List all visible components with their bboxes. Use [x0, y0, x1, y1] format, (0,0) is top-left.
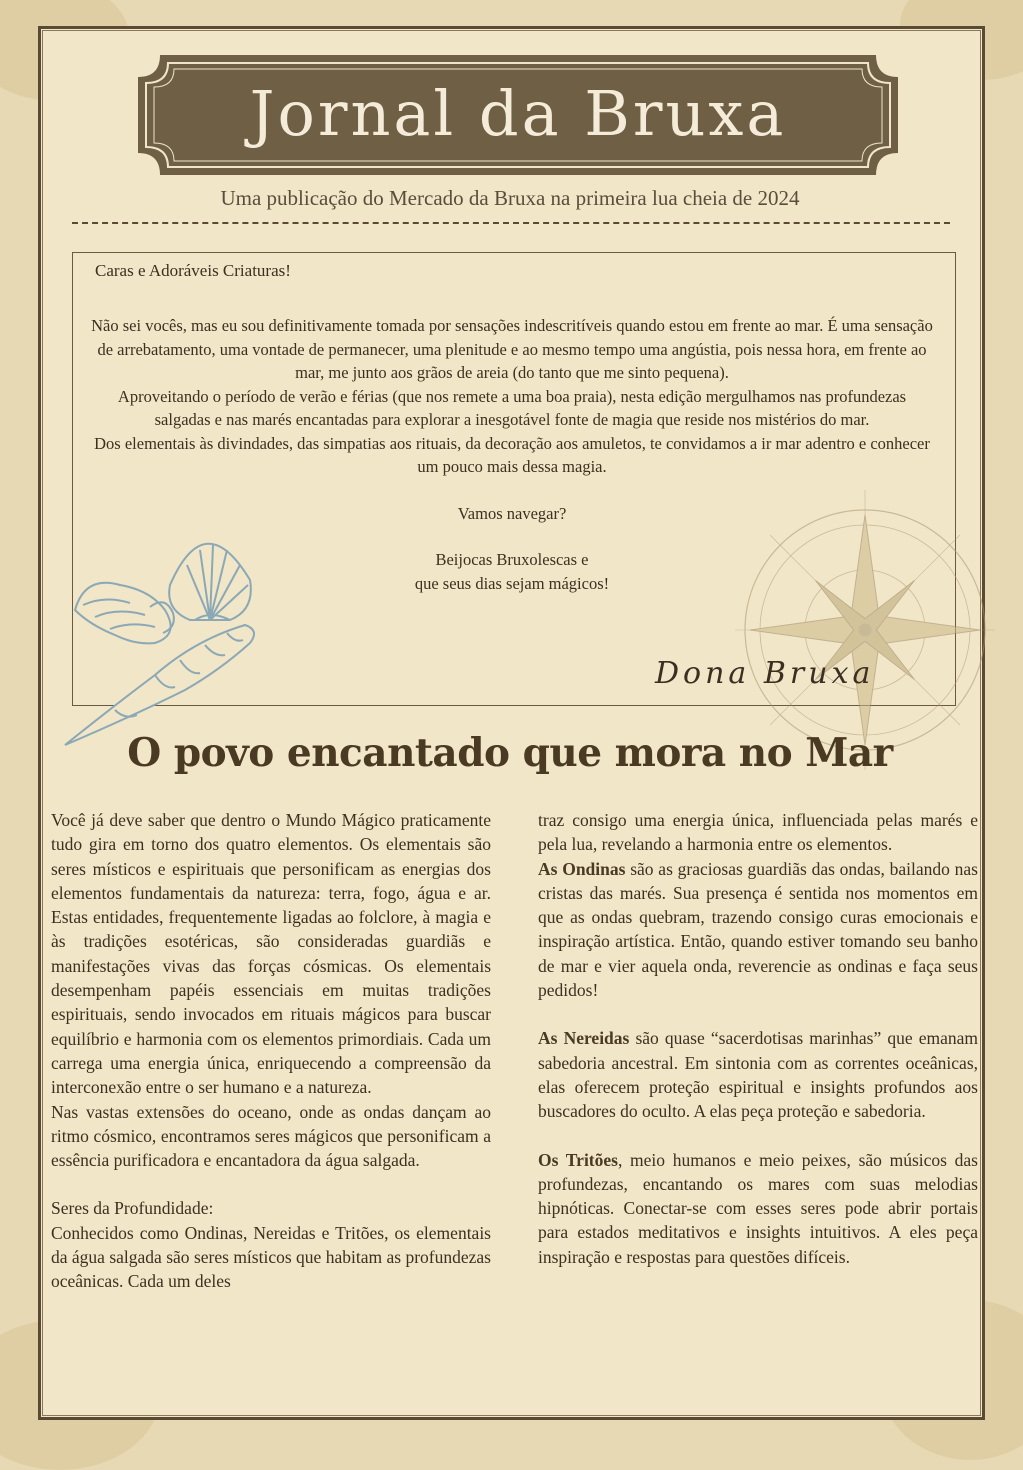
- dashed-divider: [72, 222, 950, 224]
- letter-greeting: Caras e Adoráveis Criaturas!: [95, 261, 291, 280]
- tritoes-paragraph: [538, 1148, 978, 1269]
- article-column-right: [538, 808, 978, 1269]
- nereidas-text: são quase “sacerdotisas marinhas” que emanam sabedoria ancestral. Em sintonia com as correntes oceânicas, elas oferecem proteção espiritual e insights profundos aos buscadores do oculto. A elas peça proteção e sabedoria.: [538, 1028, 978, 1122]
- masthead: [138, 55, 898, 175]
- article-paragraph: Você já deve saber que dentro o Mundo Mágico praticamente tudo gira em torno dos quatro elementos. Os elementais são seres místicos e espirituais que personificam as energias dos elementos fundamentais da natureza: terra, fogo, água e ar. Estas entidades, frequentemente ligadas ao folclore, à magia e às tradições esotéricas, são consideradas guardiãs e manifestações vivas das forças cósmicas. Os elementais desempenham papéis essenciais em muitas tradições espirituais, sendo invocados em rituais mágicos para buscar equilíbrio e harmonia com os elementos primordiais. Cada um carrega uma energia única, enriquecendo a compreensão da interconexão entre o ser humano e a natureza.: [51, 810, 491, 1098]
- article-paragraph: Nas vastas extensões do oceano, onde as ondas dançam ao ritmo cósmico, encontramos seres mágicos que personificam a essência purificadora e encantadora da água salgada.: [51, 1101, 491, 1171]
- ondinas-text: são as graciosas guardiãs das ondas, bailando nas cristas das marés. Sua presença é sentida nos momentos em que as ondas quebram, trazendo consigo curas emocionais e inspiração artística. Então, quando estiver tomando seu banho de mar e vier aquela onda, reverencie as ondinas e faça seus pedidos!: [538, 858, 978, 1001]
- ondinas-paragraph: [538, 857, 978, 1003]
- seashells-illustration: [55, 515, 270, 750]
- letter-closing: Beijocas Bruxolescas e: [435, 550, 589, 569]
- article-column-left: [51, 808, 491, 1294]
- ondinas-title: As Ondinas: [538, 858, 626, 879]
- tritoes-text: , meio humanos e meio peixes, são músicos das profundezas, encantando os mares com suas melodias hipnóticas. Conectar-se com esses seres pode abrir portais para estados meditativos e insights intuitivos. A eles peça inspiração e respostas para questões difíceis.: [538, 1149, 978, 1267]
- nereidas-title: As Nereidas: [538, 1028, 630, 1049]
- letter-closing: que seus dias sejam mágicos!: [414, 573, 610, 593]
- letter-paragraph: Aproveitando o período de verão e férias (que nos remete a uma boa praia), nesta edição mergulhamos nas profundezas salgadas e nas marés encantadas para explorar a inesgotável fonte de magia que reside nos mistérios do mar.: [117, 386, 907, 429]
- article-headline: O povo encantado que mora no Mar: [127, 730, 893, 776]
- signature: Dona Bruxa: [655, 656, 875, 691]
- tritoes-title: Os Tritões: [538, 1149, 618, 1170]
- newspaper-title: Jornal da Bruxa: [249, 77, 787, 150]
- subtitle: Uma publicação do Mercado da Bruxa na primeira lua cheia de 2024: [220, 186, 800, 210]
- article-paragraph: Conhecidos como Ondinas, Nereidas e Tritões, os elementais da água salgada são seres místicos que habitam as profundezas oceânicas. Cada um deles: [51, 1222, 491, 1292]
- letter-paragraph: Dos elementais às divindades, das simpatias aos rituais, da decoração aos amuletos, te convidamos a ir mar adentro e conhecer um pouco mais dessa magia.: [94, 433, 930, 476]
- section-label: Seres da Profundidade:: [51, 1198, 214, 1219]
- article-paragraph: traz consigo uma energia única, influenciada pelas marés e pela lua, revelando a harmonia entre os elementos.: [538, 810, 978, 855]
- letter-paragraph: Não sei vocês, mas eu sou definitivamente tomada por sensações indescritíveis quando estou em frente ao mar. É uma sensação de arrebatamento, uma vontade de permanecer, uma plenitude e ao mesmo tempo uma angústia, pois nessa hora, em frente ao mar, me junto aos grãos de areia (do tanto que me sinto pequena).: [91, 316, 933, 382]
- nereidas-paragraph: [538, 1026, 978, 1123]
- letter-question: Vamos navegar?: [457, 503, 567, 523]
